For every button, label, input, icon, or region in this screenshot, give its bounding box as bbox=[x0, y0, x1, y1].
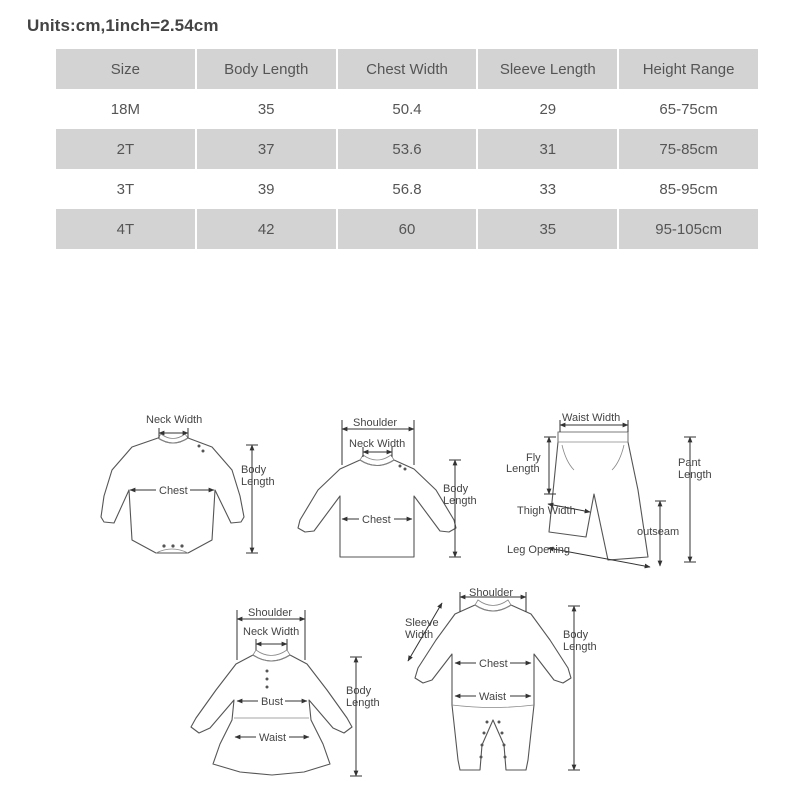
neck-width-label: Neck Width bbox=[146, 414, 203, 426]
header-sleeve-length: Sleeve Length bbox=[478, 49, 617, 89]
body-length-label-2: Length bbox=[443, 495, 477, 507]
table-cell: 85-95cm bbox=[619, 169, 758, 209]
fly-length-label-1: Fly bbox=[526, 452, 541, 464]
units-note: Units:cm,1inch=2.54cm bbox=[27, 16, 219, 35]
header-body-length: Body Length bbox=[197, 49, 336, 89]
header-chest-width: Chest Width bbox=[338, 49, 477, 89]
dress-diagram bbox=[191, 607, 380, 776]
outseam-label: outseam bbox=[637, 526, 680, 538]
pants-diagram bbox=[506, 412, 712, 567]
pant-length-label-1: Pant bbox=[678, 457, 701, 469]
shoulder-label: Shoulder bbox=[469, 587, 514, 599]
chest-label: Chest bbox=[362, 514, 391, 526]
body-length-label-1: Body bbox=[443, 483, 469, 495]
body-length-label-2: Length bbox=[241, 476, 275, 488]
table-cell: 95-105cm bbox=[619, 209, 758, 249]
table-cell: 33 bbox=[478, 169, 617, 209]
table-cell: 53.6 bbox=[338, 129, 477, 169]
leg-opening-label: Leg Opening bbox=[507, 544, 570, 556]
table-cell: 35 bbox=[478, 209, 617, 249]
chest-label: Chest bbox=[479, 658, 508, 670]
table-cell: 65-75cm bbox=[619, 89, 758, 129]
table-cell: 37 bbox=[197, 129, 336, 169]
bodysuit-diagram bbox=[101, 414, 275, 553]
neck-width-label: Neck Width bbox=[349, 438, 406, 450]
body-length-label-2: Length bbox=[563, 641, 597, 653]
table-cell: 31 bbox=[478, 129, 617, 169]
header-size: Size bbox=[56, 49, 195, 89]
table-cell: 35 bbox=[197, 89, 336, 129]
table-cell: 3T bbox=[56, 169, 195, 209]
table-cell: 50.4 bbox=[338, 89, 477, 129]
body-length-label-1: Body bbox=[346, 685, 372, 697]
table-cell: 56.8 bbox=[338, 169, 477, 209]
table-cell: 60 bbox=[338, 209, 477, 249]
shoulder-label: Shoulder bbox=[353, 417, 398, 429]
shirt-diagram bbox=[298, 417, 477, 557]
pant-length-label-2: Length bbox=[678, 469, 712, 481]
body-length-label-1: Body bbox=[563, 629, 589, 641]
table-cell: 2T bbox=[56, 129, 195, 169]
body-length-label-2: Length bbox=[346, 697, 380, 709]
sleeve-width-label-2: Width bbox=[405, 629, 434, 641]
table-cell: 4T bbox=[56, 209, 195, 249]
header-height-range: Height Range bbox=[619, 49, 758, 89]
bust-label: Bust bbox=[261, 696, 284, 708]
waist-label: Waist bbox=[479, 691, 507, 703]
body-length-label-1: Body bbox=[241, 464, 267, 476]
fly-length-label-2: Length bbox=[506, 463, 540, 475]
table-cell: 18M bbox=[56, 89, 195, 129]
table-cell: 75-85cm bbox=[619, 129, 758, 169]
shoulder-label: Shoulder bbox=[248, 607, 293, 619]
thigh-width-label: Thigh Width bbox=[517, 505, 576, 517]
sleeve-width-label-1: Sleeve bbox=[405, 617, 439, 629]
table-cell: 42 bbox=[197, 209, 336, 249]
waist-label: Waist bbox=[259, 732, 287, 744]
chest-label: Chest bbox=[159, 485, 188, 497]
table-cell: 39 bbox=[197, 169, 336, 209]
waist-width-label: Waist Width bbox=[562, 412, 621, 424]
table-cell: 29 bbox=[478, 89, 617, 129]
romper-diagram bbox=[405, 587, 597, 770]
neck-width-label: Neck Width bbox=[243, 626, 300, 638]
